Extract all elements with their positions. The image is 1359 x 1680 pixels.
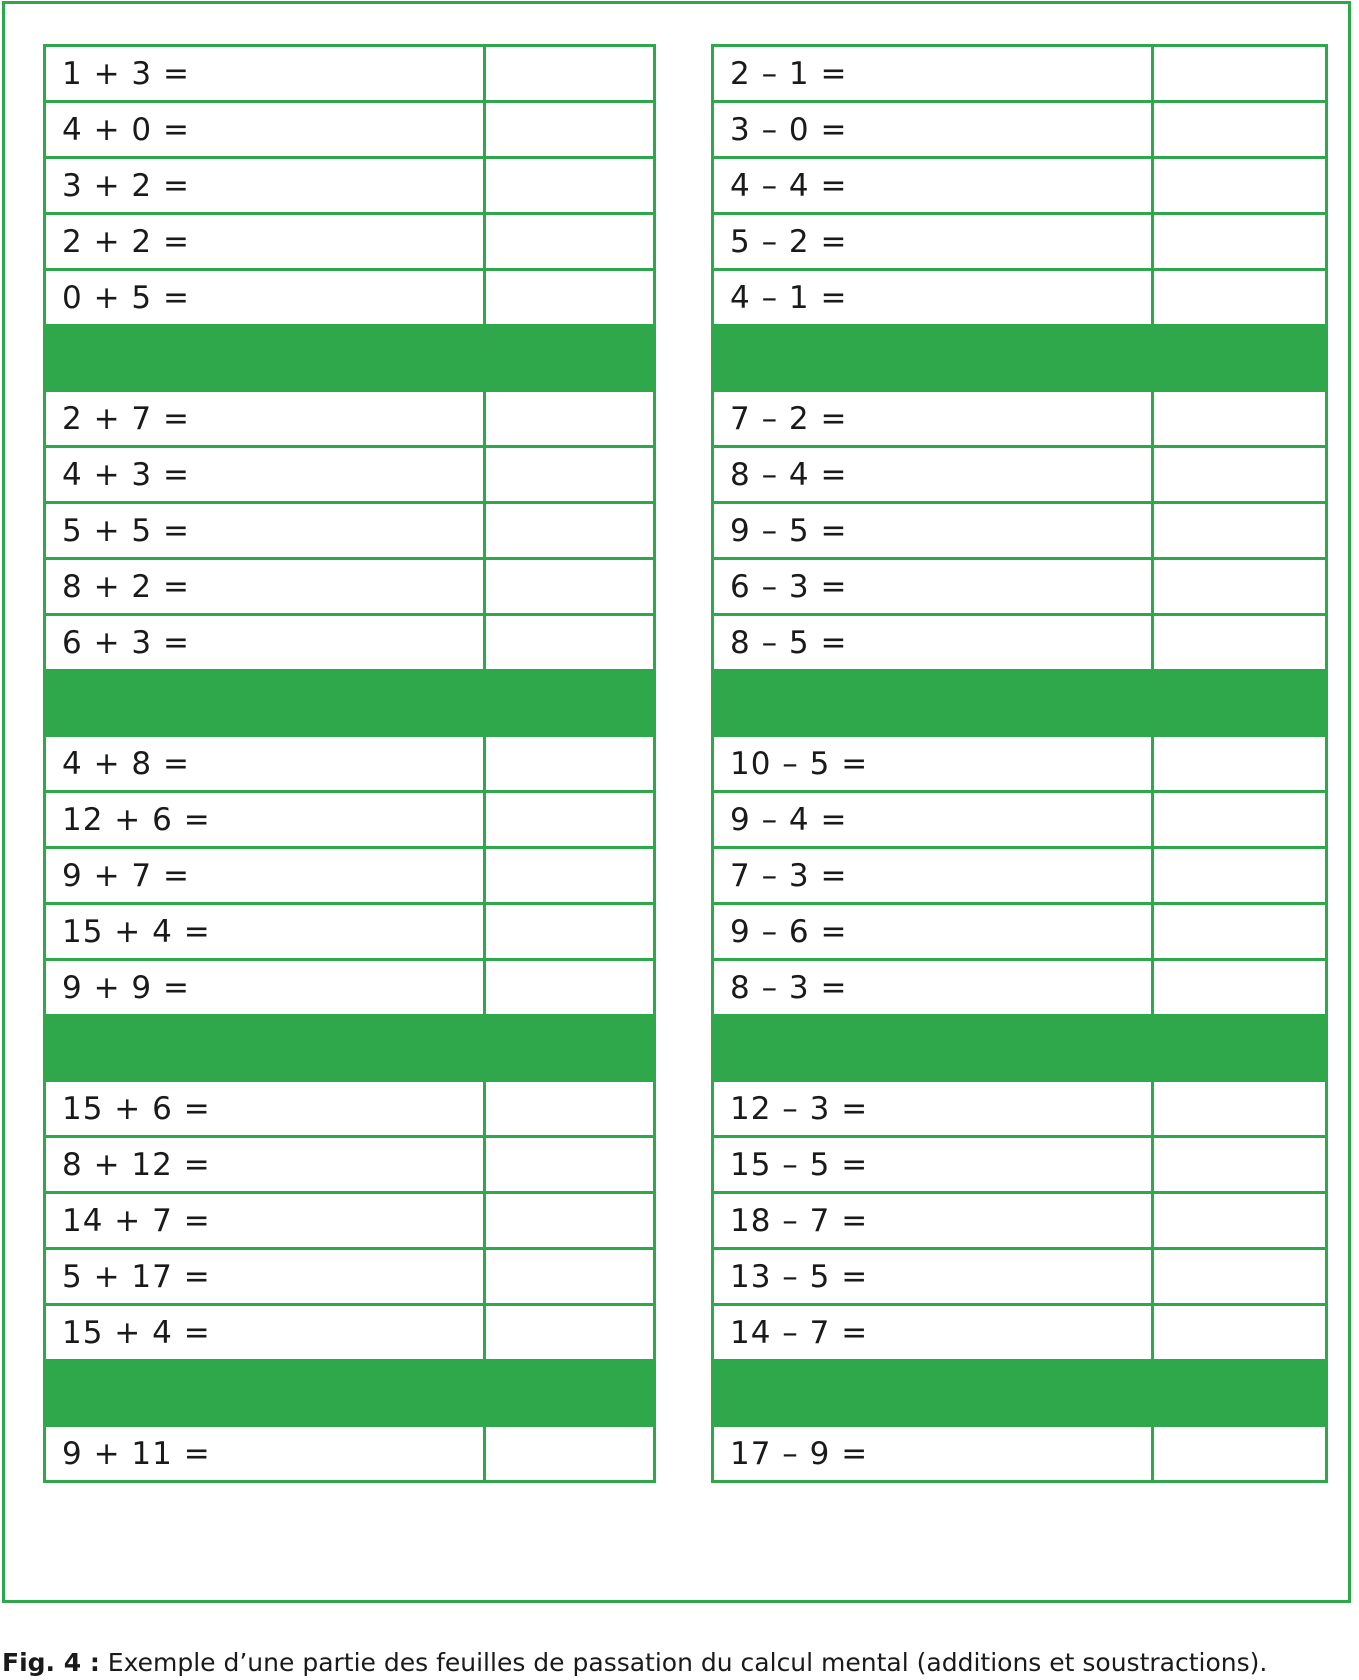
exercise-row	[713, 214, 1327, 270]
exercise-row	[45, 158, 655, 214]
caption-text: Exemple d’une partie des feuilles de passation du calcul mental (additions et soustractions).	[99, 1648, 1268, 1677]
separator-band	[45, 326, 655, 391]
exercise-row	[713, 158, 1327, 214]
exercise-row	[45, 792, 655, 848]
exercise-row	[45, 503, 655, 559]
answer-box[interactable]	[1153, 1137, 1327, 1193]
answer-box[interactable]	[485, 960, 655, 1016]
exercise-row	[713, 46, 1327, 102]
exercise-expression: 4 – 1 =	[713, 270, 1153, 326]
subtraction-column	[711, 44, 1328, 1483]
answer-box[interactable]	[1153, 848, 1327, 904]
exercise-expression: 9 – 6 =	[713, 904, 1153, 960]
exercise-expression: 14 + 7 =	[45, 1193, 485, 1249]
exercise-row	[45, 1081, 655, 1137]
exercise-row	[713, 503, 1327, 559]
exercise-row	[45, 1305, 655, 1361]
exercise-expression: 8 + 2 =	[45, 559, 485, 615]
answer-box[interactable]	[485, 1249, 655, 1305]
answer-box[interactable]	[485, 792, 655, 848]
exercise-row	[713, 960, 1327, 1016]
exercise-expression: 2 – 1 =	[713, 46, 1153, 102]
exercise-row	[45, 615, 655, 671]
answer-box[interactable]	[1153, 904, 1327, 960]
separator-band	[713, 1016, 1327, 1081]
exercise-expression: 9 + 7 =	[45, 848, 485, 904]
exercise-expression: 5 – 2 =	[713, 214, 1153, 270]
exercise-row	[45, 391, 655, 447]
answer-box[interactable]	[1153, 214, 1327, 270]
answer-box[interactable]	[1153, 1426, 1327, 1482]
answer-box[interactable]	[1153, 559, 1327, 615]
exercise-row	[45, 960, 655, 1016]
separator-band	[713, 326, 1327, 391]
answer-box[interactable]	[485, 1305, 655, 1361]
answer-box[interactable]	[1153, 736, 1327, 792]
exercise-row	[45, 1426, 655, 1482]
answer-box[interactable]	[485, 270, 655, 326]
exercise-expression: 7 – 2 =	[713, 391, 1153, 447]
exercise-expression: 12 – 3 =	[713, 1081, 1153, 1137]
answer-box[interactable]	[1153, 792, 1327, 848]
exercise-row	[713, 1137, 1327, 1193]
exercise-expression: 15 + 6 =	[45, 1081, 485, 1137]
exercise-expression: 8 – 3 =	[713, 960, 1153, 1016]
exercise-row	[713, 1193, 1327, 1249]
exercise-expression: 2 + 2 =	[45, 214, 485, 270]
caption-label: Fig. 4 :	[2, 1648, 100, 1677]
exercise-row	[45, 46, 655, 102]
answer-box[interactable]	[1153, 158, 1327, 214]
answer-box[interactable]	[1153, 503, 1327, 559]
answer-box[interactable]	[1153, 1081, 1327, 1137]
exercise-row	[45, 1249, 655, 1305]
group-separator	[45, 671, 655, 736]
separator-band	[713, 671, 1327, 736]
exercise-row	[45, 1193, 655, 1249]
exercise-row	[713, 447, 1327, 503]
answer-box[interactable]	[1153, 102, 1327, 158]
exercise-expression: 9 + 11 =	[45, 1426, 485, 1482]
exercise-row	[45, 102, 655, 158]
exercise-row	[713, 391, 1327, 447]
answer-box[interactable]	[485, 447, 655, 503]
exercise-expression: 12 + 6 =	[45, 792, 485, 848]
answer-box[interactable]	[1153, 960, 1327, 1016]
answer-box[interactable]	[1153, 270, 1327, 326]
exercise-expression: 4 + 3 =	[45, 447, 485, 503]
exercise-row	[713, 904, 1327, 960]
exercise-expression: 18 – 7 =	[713, 1193, 1153, 1249]
exercise-row	[45, 848, 655, 904]
exercise-row	[713, 736, 1327, 792]
addition-column	[43, 44, 656, 1483]
exercise-row	[45, 214, 655, 270]
exercise-row	[45, 447, 655, 503]
exercise-expression: 15 + 4 =	[45, 904, 485, 960]
group-separator	[713, 671, 1327, 736]
answer-box[interactable]	[485, 1193, 655, 1249]
answer-box[interactable]	[1153, 391, 1327, 447]
group-separator	[713, 1016, 1327, 1081]
exercise-expression: 6 – 3 =	[713, 559, 1153, 615]
worksheet-frame	[2, 1, 1351, 1603]
exercise-expression: 15 – 5 =	[713, 1137, 1153, 1193]
exercise-row	[713, 1081, 1327, 1137]
answer-box[interactable]	[1153, 1305, 1327, 1361]
exercise-expression: 5 + 17 =	[45, 1249, 485, 1305]
exercise-row	[713, 270, 1327, 326]
exercise-expression: 0 + 5 =	[45, 270, 485, 326]
exercise-row	[45, 736, 655, 792]
answer-box[interactable]	[485, 158, 655, 214]
answer-box[interactable]	[1153, 1249, 1327, 1305]
answer-box[interactable]	[1153, 447, 1327, 503]
group-separator	[45, 326, 655, 391]
answer-box[interactable]	[485, 736, 655, 792]
exercise-expression: 17 – 9 =	[713, 1426, 1153, 1482]
exercise-expression: 3 – 0 =	[713, 102, 1153, 158]
exercise-expression: 5 + 5 =	[45, 503, 485, 559]
exercise-row	[45, 904, 655, 960]
separator-band	[45, 1361, 655, 1426]
exercise-expression: 4 + 8 =	[45, 736, 485, 792]
exercise-row	[713, 102, 1327, 158]
separator-band	[45, 1016, 655, 1081]
exercise-row	[713, 792, 1327, 848]
exercise-expression: 8 + 12 =	[45, 1137, 485, 1193]
answer-box[interactable]	[485, 1426, 655, 1482]
separator-band	[713, 1361, 1327, 1426]
group-separator	[45, 1361, 655, 1426]
group-separator	[45, 1016, 655, 1081]
answer-box[interactable]	[485, 615, 655, 671]
answer-box[interactable]	[485, 46, 655, 102]
answer-box[interactable]	[485, 904, 655, 960]
exercise-row	[45, 270, 655, 326]
group-separator	[713, 326, 1327, 391]
answer-box[interactable]	[485, 559, 655, 615]
exercise-expression: 9 + 9 =	[45, 960, 485, 1016]
exercise-expression: 2 + 7 =	[45, 391, 485, 447]
answer-box[interactable]	[485, 391, 655, 447]
answer-box[interactable]	[485, 503, 655, 559]
exercise-row	[713, 848, 1327, 904]
separator-band	[45, 671, 655, 736]
answer-box[interactable]	[485, 102, 655, 158]
subtraction-table	[711, 44, 1328, 1483]
exercise-expression: 6 + 3 =	[45, 615, 485, 671]
answer-box[interactable]	[485, 848, 655, 904]
exercise-expression: 14 – 7 =	[713, 1305, 1153, 1361]
exercise-expression: 9 – 4 =	[713, 792, 1153, 848]
exercise-expression: 7 – 3 =	[713, 848, 1153, 904]
figure-caption	[2, 1648, 1267, 1677]
exercise-expression: 13 – 5 =	[713, 1249, 1153, 1305]
exercise-row	[713, 1249, 1327, 1305]
exercise-expression: 15 + 4 =	[45, 1305, 485, 1361]
exercise-expression: 3 + 2 =	[45, 158, 485, 214]
exercise-row	[713, 1305, 1327, 1361]
addition-table	[43, 44, 656, 1483]
exercise-expression: 4 – 4 =	[713, 158, 1153, 214]
exercise-row	[45, 559, 655, 615]
exercise-expression: 1 + 3 =	[45, 46, 485, 102]
exercise-row	[713, 1426, 1327, 1482]
exercise-row	[713, 559, 1327, 615]
answer-box[interactable]	[1153, 46, 1327, 102]
exercise-row	[713, 615, 1327, 671]
exercise-expression: 8 – 4 =	[713, 447, 1153, 503]
answer-box[interactable]	[485, 214, 655, 270]
answer-box[interactable]	[1153, 1193, 1327, 1249]
answer-box[interactable]	[485, 1081, 655, 1137]
exercise-expression: 8 – 5 =	[713, 615, 1153, 671]
group-separator	[713, 1361, 1327, 1426]
exercise-row	[45, 1137, 655, 1193]
exercise-expression: 4 + 0 =	[45, 102, 485, 158]
answer-box[interactable]	[1153, 615, 1327, 671]
exercise-expression: 10 – 5 =	[713, 736, 1153, 792]
exercise-expression: 9 – 5 =	[713, 503, 1153, 559]
answer-box[interactable]	[485, 1137, 655, 1193]
